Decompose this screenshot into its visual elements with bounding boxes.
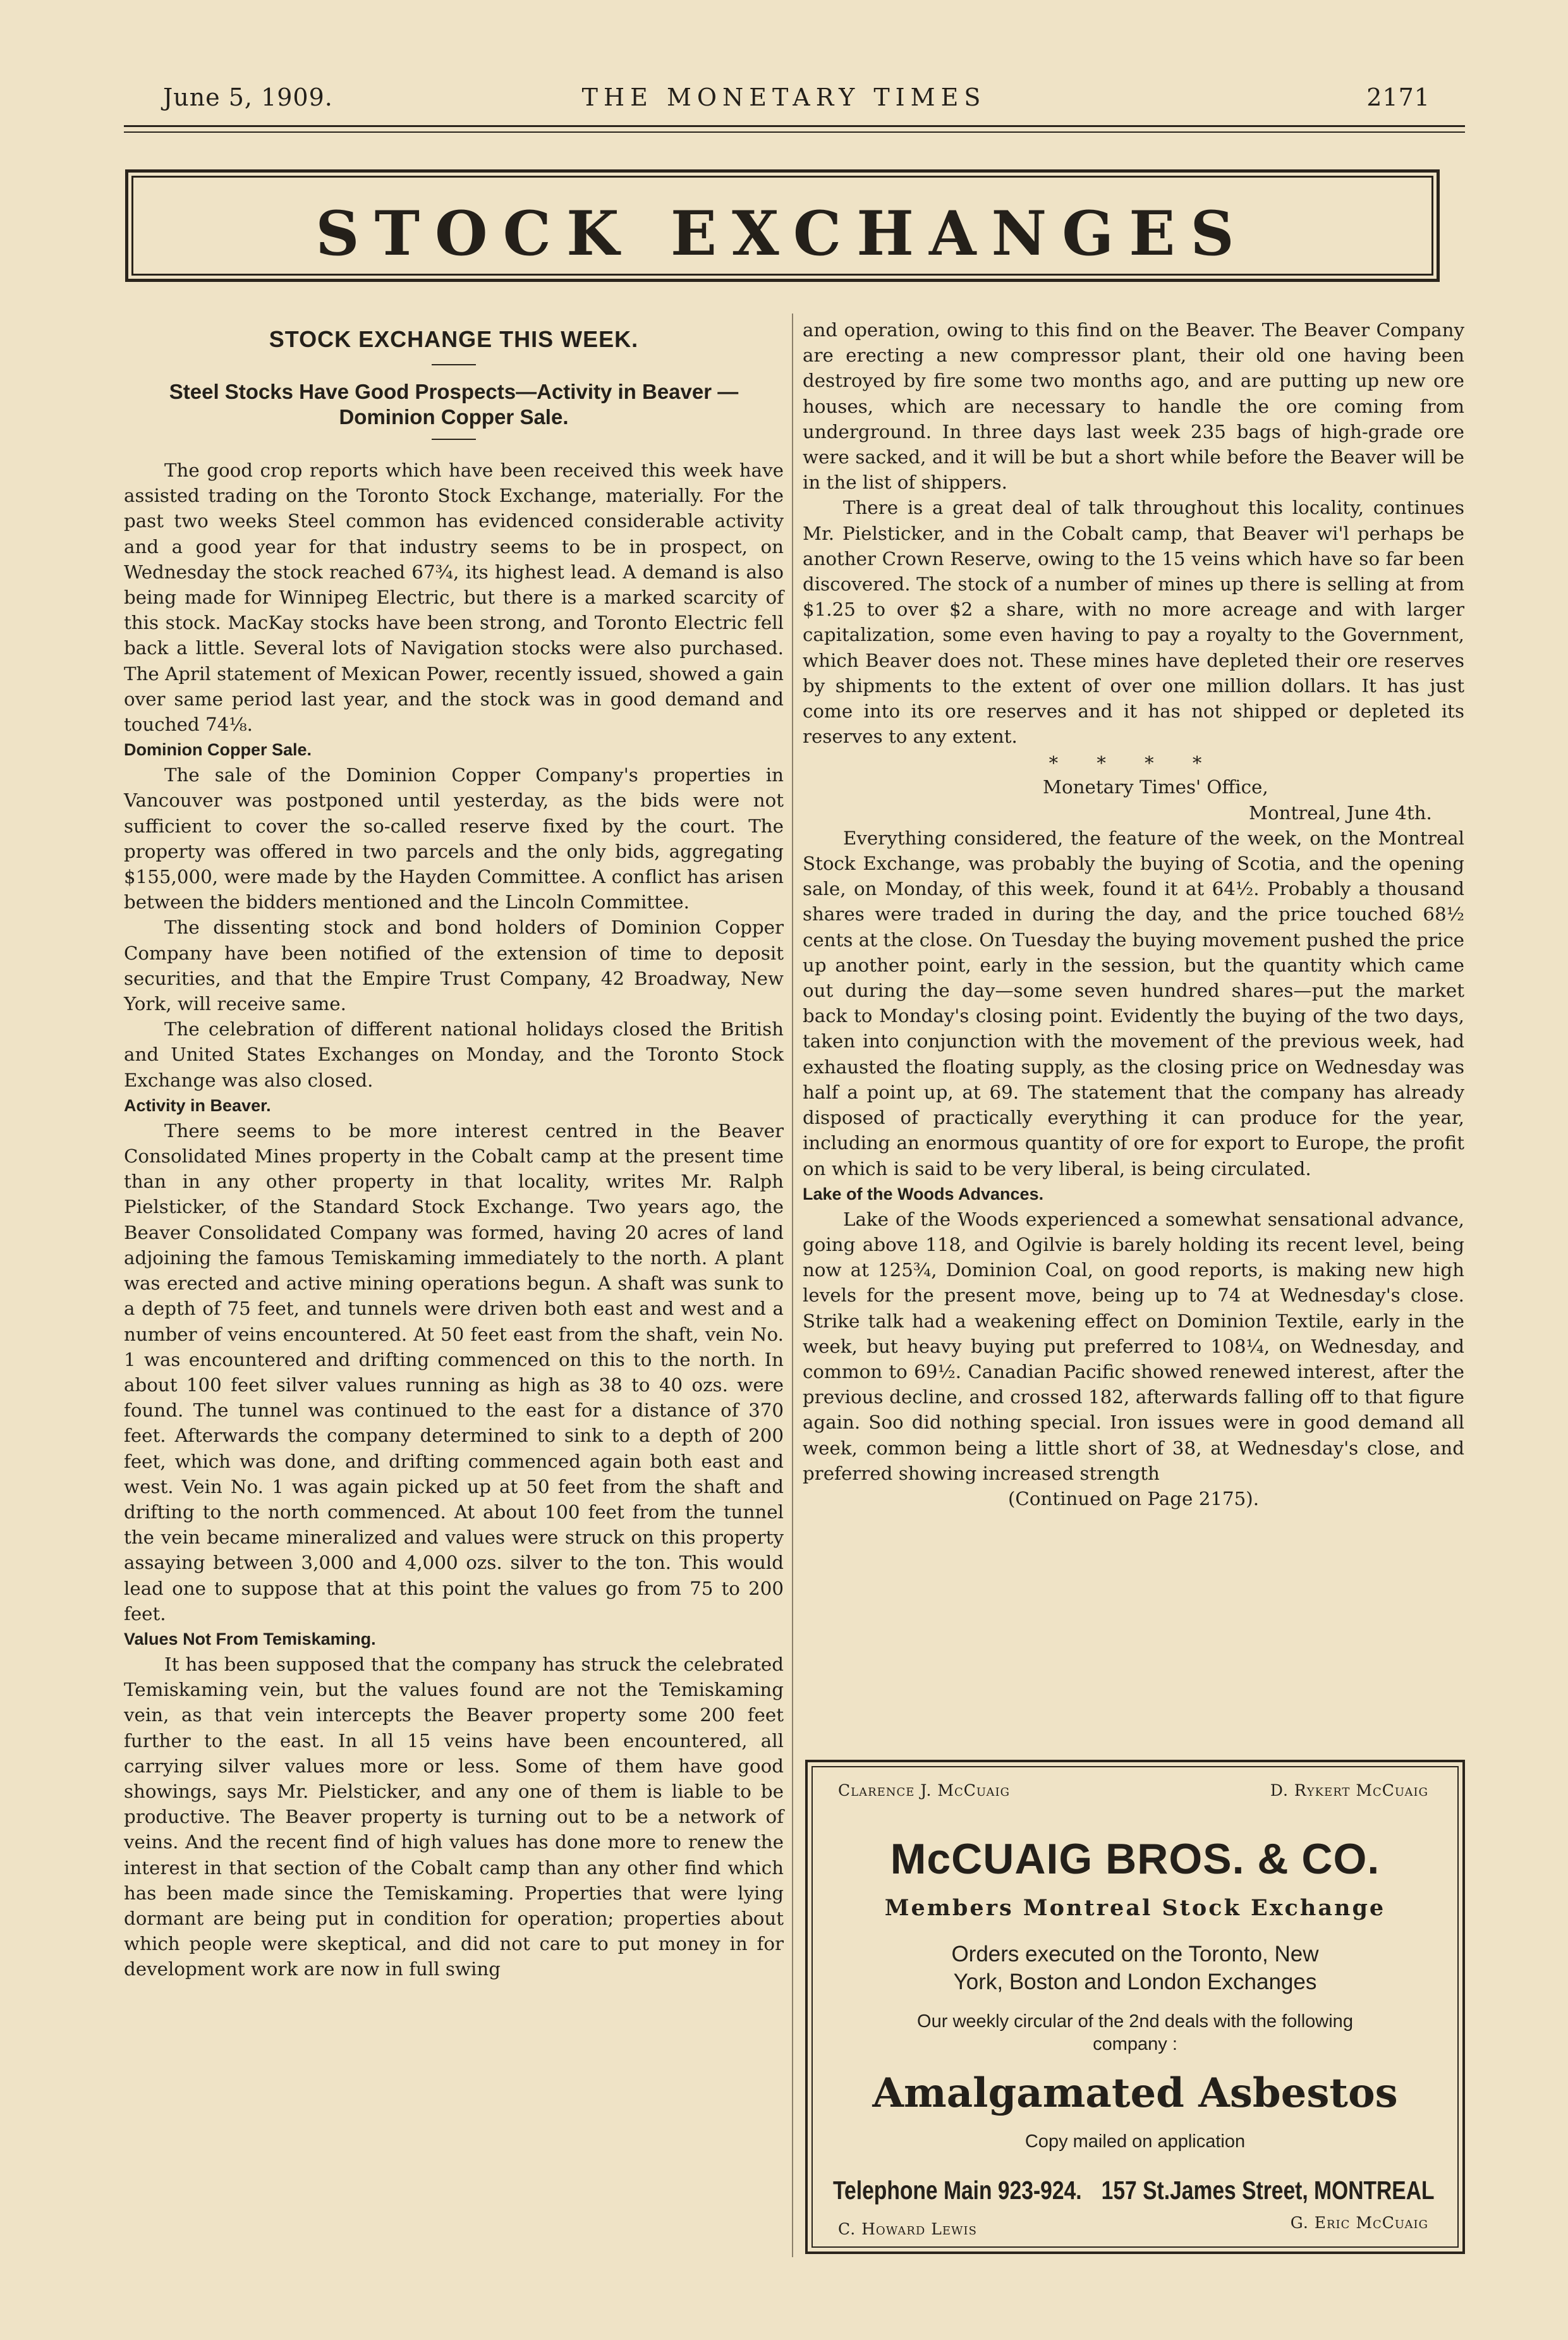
street-address: 157 St.James Street, MONTREAL xyxy=(1102,2176,1435,2205)
paragraph: It has been supposed that the company has struck the celebrated Temiskaming vein, but the values found are not the Temiskaming vein, as that vein intercepts the Beaver property some 200 feet further to the east. In all 15 veins have been encountered, all carrying silver values more or less. Some of them have good showings, says Mr. Pielsticker, and any one of them is liable to be productive. The Beaver property is turning out to be a network of veins. And the recent find of high values has done more to renew the interest in that section of the Cobalt camp than any other find which has been made since the Temiskaming. Properties that were lying dormant are being put in condition for operation; properties about which people were skeptical, and did not care to put money in for development work are now in full swing xyxy=(124,1653,784,1980)
paragraph: The dissenting stock and bond holders of Dominion Copper Company have been notified of the extension of time to deposit securities, and that the Empire Trust Company, 42 Broadway, New York, will receive same. xyxy=(124,917,784,1015)
publication-title: THE MONETARY TIMES xyxy=(581,83,987,111)
copy-note: Copy mailed on application xyxy=(1024,2131,1246,2152)
section-heading: Activity in Beaver. xyxy=(124,1095,271,1115)
section-heading: Dominion Copper Sale. xyxy=(124,740,312,760)
partner-name: Clarence J. McCuaig xyxy=(838,1781,1010,1800)
article-subtitle: Steel Stocks Have Good Prospects—Activity in Beaver —Dominion Copper Sale. xyxy=(169,380,739,429)
circular-line: Our weekly circular of the 2nd deals with the following xyxy=(917,2011,1353,2032)
header-rule xyxy=(124,125,1465,127)
left-column xyxy=(124,317,784,1982)
column-divider xyxy=(792,314,793,2257)
orders-text xyxy=(808,1941,1462,1996)
partner-name: G. Eric McCuaig xyxy=(1290,2214,1428,2232)
telephone: Telephone Main 923-924. xyxy=(833,2176,1082,2205)
paragraph: The good crop reports which have been received this week have assisted trading on the Toronto Stock Exchange, materially. For the past two weeks Steel common has evidenced considerable activity and a good year for that industry seems to be in prospect, on Wednesday the stock reached 67¾, its highest lead. A demand is also being made for Winnipeg Electric, but there is a marked scarcity of this stock. MacKay stocks have been strong, and Toronto Electric fell back a little. Several lots of Navigation stocks were also purchased. The April statement of Mexican Power, recently issued, showed a gain over same period last year, and the stock was in good demand and touched 74⅛. xyxy=(124,460,784,736)
header-rule-double xyxy=(124,131,1465,133)
partner-name: C. Howard Lewis xyxy=(838,2220,977,2238)
paragraph: and operation, owing to this find on the Beaver. The Beaver Company are erecting a new compressor plant, their old one having been destroyed by fire some two months ago, and are putting up new ore houses, which are necessary to handle the ore coming from underground. In three days last week 235 bags of high-grade ore were sacked, and it will be but a short while before the Beaver will be in the list of shippers. xyxy=(803,319,1464,494)
page-number: 2171 xyxy=(1366,83,1430,111)
firm-name: McCUAIG BROS. & CO. xyxy=(890,1835,1380,1883)
article-title: STOCK EXCHANGE THIS WEEK. xyxy=(269,326,639,352)
dateline-date: Montreal, June 4th. xyxy=(1249,801,1432,824)
orders-line: York, Boston and London Exchanges xyxy=(953,1970,1317,1994)
continued-note: (Continued on Page 2175). xyxy=(1007,1487,1260,1509)
paragraph: Lake of the Woods experienced a somewhat sensational advance, going above 118, and Ogilvie is barely holding its recent level, being now at 125¾, Dominion Coal, on good reports, is making new high levels for the present move, being up to 74 at Wednesday's close. Strike talk had a weakening effect on Dominion Textile, early in the week, but heavy buying put preferred to 108¼, on Wednesday, and common to 69½. Canadian Pacific showed renewed interest, after the previous decline, and crossed 182, afterwards falling off to that figure again. Soo did nothing special. Iron issues were in good demand all week, common being a little short of 38, at Wednesday's close, and preferred showing increased strength xyxy=(803,1208,1464,1484)
section-break: * * * * xyxy=(1048,752,1219,774)
circular-line: company : xyxy=(1093,2034,1177,2054)
membership-line: Members Montreal Stock Exchange xyxy=(884,1895,1386,1921)
dateline-office: Monetary Times' Office, xyxy=(1043,776,1268,798)
section-heading: Values Not From Temiskaming. xyxy=(124,1629,376,1648)
circular-text xyxy=(808,2010,1462,2056)
featured-company: Amalgamated Asbestos xyxy=(872,2069,1398,2117)
paragraph: There is a great deal of talk throughout this locality, continues Mr. Pielsticker, and in the Cobalt camp, that Beaver wi'l perhaps be another Crown Reserve, owing to the 15 veins which have so far been discovered. The stock of a number of mines up there is selling at from $1.25 to over $2 a share, with no more acreage and with larger capitalization, some even having to pay a royalty to the Government, which Beaver does not. These mines have depleted their ore reserves by shipments to the extent of over one million dollars. It has just come into its ore reserves and it has not shipped or depleted its reserves to any extent. xyxy=(803,497,1464,748)
subtitle-separator xyxy=(432,439,476,440)
paragraph: There seems to be more interest centred in the Beaver Consolidated Mines property in the Cobalt camp at the present time than in any other property in that locality, writes Mr. Ralph Pielsticker, of the Standard Stock Exchange. Two years ago, the Beaver Consolidated Company was formed, having 20 acres of land adjoining the famous Temiskaming immediately to the north. A plant was erected and active mining operations begun. A shaft was sunk to a depth of 75 feet, and tunnels were driven both east and west and a number of veins encountered. At 50 feet east from the shaft, vein No. 1 was encountered and drifting commenced on this to the north. In about 100 feet silver values running as high as 38 to 40 ozs. were found. The tunnel was continued to the east for a distance of 370 feet. Afterwards the company determined to sink to a depth of 200 feet, which was done, and drifting commenced again both east and west. Vein No. 1 was again picked up at 50 feet from the shaft and drifting to the north commenced. At about 100 feet from the tunnel the vein became mineralized and values were struck on this property assaying between 3,000 and 4,000 ozs. silver to the ton. This would lead one to suppose that at this point the values go from 75 to 200 feet. xyxy=(124,1119,784,1624)
advertisement xyxy=(805,1760,1465,2254)
section-title: STOCK EXCHANGES xyxy=(315,198,1249,269)
header-date: June 5, 1909. xyxy=(163,83,333,111)
section-heading: Lake of the Woods Advances. xyxy=(803,1184,1044,1204)
paragraph: The celebration of different national holidays closed the British and United States Exchanges on Monday, and the Toronto Stock Exchange was also closed. xyxy=(124,1018,784,1091)
title-separator xyxy=(432,364,476,365)
section-banner xyxy=(125,169,1440,282)
paragraph: Everything considered, the feature of the week, on the Montreal Stock Exchange, was probably the buying of Scotia, and the opening sale, on Monday, of this week, found it at 64½. Probably a thousand shares were traded in during the day, and the price touched 68½ cents at the close. On Tuesday the buying movement pushed the price up another point, early in the session, but the quantity which came out during the day—some seven hundred shares—put the market back to Monday's closing point. Evidently the buying of the two days, taken into conjunction with the movement of the previous week, had exhausted the floating supply, as the closing price on Wednesday was half a point up, at 69. The statement that the company has already disposed of practically everything it can produce for the year, including an enormous quantity of ore for export to Europe, the profit on which is said to be very liberal, is being circulated. xyxy=(803,827,1464,1179)
orders-line: Orders executed on the Toronto, New xyxy=(951,1942,1319,1966)
partner-name: D. Rykert McCuaig xyxy=(1270,1781,1428,1800)
paragraph: The sale of the Dominion Copper Company's properties in Vancouver was postponed until yesterday, as the bids were not sufficient to cover the so-called reserve fixed by the court. The property was offered in two parcels and the only bids, aggregating $155,000, were made by the Hayden Committee. A conflict has arisen between the bidders mentioned and the Lincoln Committee. xyxy=(124,764,784,913)
right-column xyxy=(803,317,1464,1511)
